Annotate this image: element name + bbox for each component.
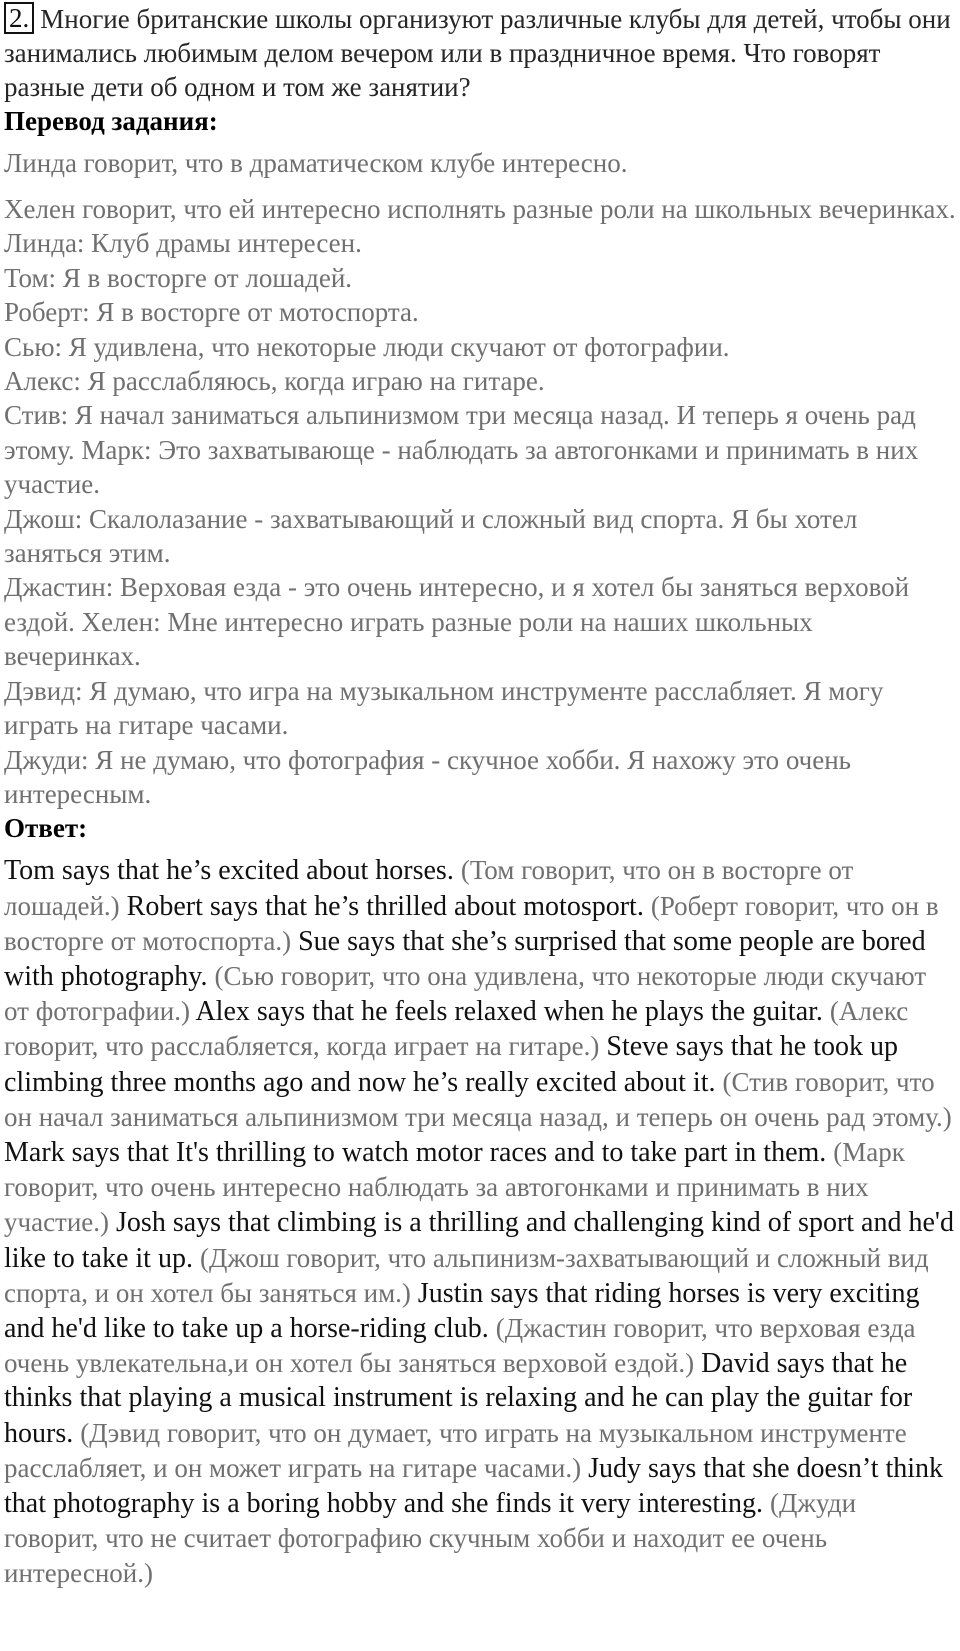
answer-en: Judy says that she doesn’t think that photography is a boring hobby and she finds it very interesting. (4, 1452, 944, 1519)
answer-en: Robert says that he’s thrilled about motosport. (126, 890, 644, 922)
answer-ru: (Марк говорит, что очень интересно наблюдать за автогонками и принимать в них участие.) (4, 1136, 905, 1238)
translation-line: Джош: Скалолазание - захватывающий и сложный вид спорта. Я бы хотел заняться этим. (4, 503, 858, 569)
task-text: Многие британские школы организуют различные клубы для детей, чтобы они занимались любимым делом вечером или в праздничное время. Что говорят разные дети об одном и том же занятии? (4, 4, 951, 102)
translation-line: Том: Я в восторге от лошадей. (4, 262, 353, 293)
translation-first-line: Линда говорит, что в драматическом клубе интересно. (4, 148, 628, 178)
answer-ru: (Джастин говорит, что верховая езда очень увлекательна,и он хотел бы заняться верховой ездой.) (4, 1312, 916, 1379)
answer-en: Mark says that It's thrilling to watch motor races and to take part in them. (4, 1136, 827, 1168)
translation-line: Роберт: Я в восторге от мотоспорта. (4, 297, 419, 328)
answer-ru: (Том говорит, что он в восторге от лошадей.) (4, 855, 854, 921)
answer-ru: (Алекс говорит, что расслабляется, когда играет на гитаре.) (4, 996, 909, 1062)
translation-heading: Перевод задания: (4, 106, 218, 136)
answer-ru: (Дэвид говорит, что он думает, что играть на музыкальном инструменте расслабляет, и он может играть на гитаре часами.) (4, 1417, 907, 1483)
translation-line: Хелен говорит, что ей интересно исполнять разные роли на школьных вечеринках. (4, 194, 956, 224)
translation-line: Джастин: Верховая езда - это очень интересно, и я хотел бы заняться верховой ездой. Хелен: Мне интересно играть разные роли на наших школьных вечеринках. (4, 572, 910, 672)
task-number: 2. (4, 2, 34, 34)
translation-line: Джуди: Я не думаю, что фотография - скучное хобби. Я нахожу это очень интересным. (4, 744, 851, 809)
answer-text (4, 853, 956, 1591)
answer-en: Josh says that climbing is a thrilling and challenging kind of sport and he'd like to take it up. (4, 1207, 954, 1274)
answer-ru: (Роберт говорит, что он в восторге от мотоспорта.) (4, 890, 939, 956)
answer-ru: (Джош говорит, что альпинизм-захватывающий и сложный вид спорта, и он хотел бы заняться им.) (4, 1242, 929, 1308)
translation-line: Линда: Клуб драмы интересен. (4, 228, 362, 259)
answer-ru: (Джуди говорит, что не считает фотографию скучным хобби и находит ее очень интересной.) (4, 1487, 857, 1589)
translation-lines (4, 192, 956, 811)
answer-en: Alex says that he feels relaxed when he plays the guitar. (195, 996, 823, 1028)
translation-line: Алекс: Я расслабляюсь, когда играю на гитаре. (4, 366, 545, 397)
translation-line: Дэвид: Я думаю, что игра на музыкальном инструменте расслабляет. Я могу играть на гитаре часами. (4, 675, 884, 741)
translation-line: Сью: Я удивлена, что некоторые люди скучают от фотографии. (4, 331, 730, 362)
answer-en: Steve says that he took up climbing three months ago and now he’s really excited about it. (4, 1031, 898, 1098)
answer-en: Tom says that he’s excited about horses. (4, 855, 454, 887)
task-statement (4, 2, 956, 104)
answer-ru: (Стив говорит, что он начал заниматься альпинизмом три месяца назад, и теперь он очень рад этому.) (4, 1066, 952, 1132)
answer-en: David says that he thinks that playing a musical instrument is relaxing and he can play the guitar for hours. (4, 1348, 913, 1449)
document-page (4, 2, 956, 1592)
answer-en: Justin says that riding horses is very exciting and he'd like to take up a horse-riding club. (4, 1277, 920, 1344)
answer-en: Sue says that she’s surprised that some people are bored with photography. (4, 925, 926, 992)
answer-ru: (Сью говорит, что она удивлена, что некоторые люди скучают от фотографии.) (4, 960, 927, 1027)
translation-line: Стив: Я начал заниматься альпинизмом три месяца назад. И теперь я очень рад этому. Марк: Это захватывающе - наблюдать за автогонками и принимать в них участие. (4, 400, 919, 500)
answer-heading: Ответ: (4, 813, 88, 844)
